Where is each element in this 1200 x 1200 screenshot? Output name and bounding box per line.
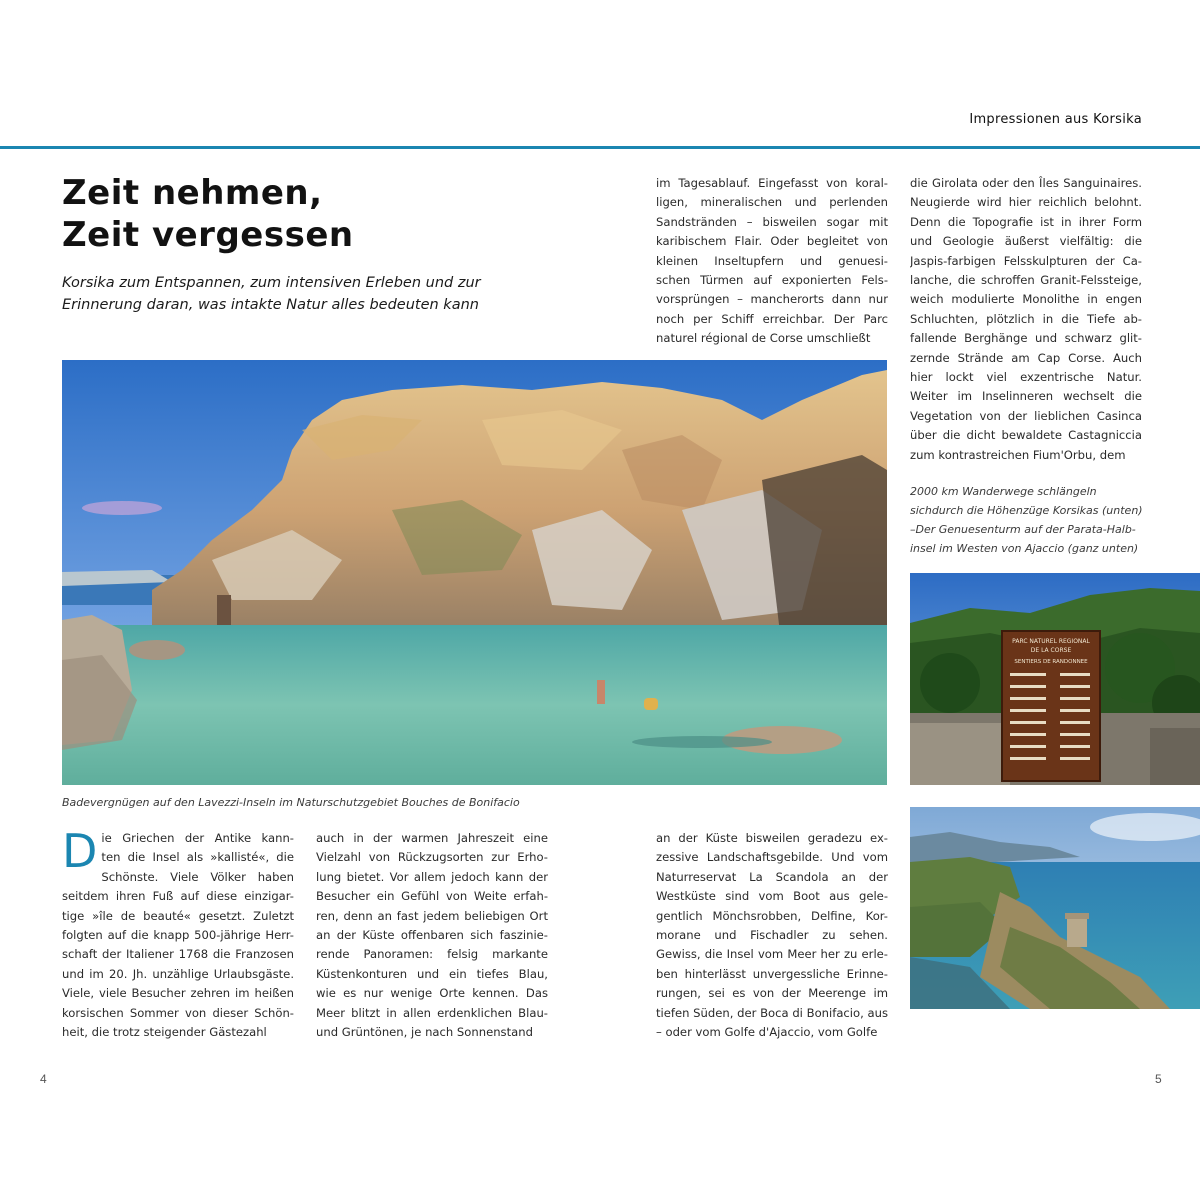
- text-line: schen Türmen auf exponierten Fels-: [656, 273, 888, 288]
- text-line: morane und Fischadler zu sehen.: [656, 928, 888, 943]
- text-line: an der Küste bisweilen geradezu ex-: [656, 831, 888, 845]
- text-line: Gewiss, die Insel vom Meer her zu erle-: [656, 947, 888, 962]
- side-photos-caption: [910, 482, 1145, 558]
- running-head: Impressionen aus Korsika: [969, 112, 1142, 127]
- text-line: Weiter im Inselinneren wechselt die: [910, 389, 1142, 404]
- text-line: und im 20. Jh. unzählige Urlaubsgäste.: [62, 966, 294, 981]
- text-line: folgten auf die knapp 500-jährige Herr-: [62, 928, 294, 943]
- header-rule: [0, 146, 1200, 149]
- text-column-top-b: [910, 174, 1142, 465]
- text-line: über die dicht bewaldete Castagniccia: [910, 428, 1142, 443]
- text-line: zum kontrastreichen Fium'Orbu, dem: [910, 447, 1126, 462]
- text-line: karibischem Flair. Oder begleitet von: [656, 234, 888, 249]
- text-line: an der Küste offenbaren sich faszinie-: [316, 928, 548, 943]
- text-line: Vielzahl von Rückzugsorten zur Erho-: [316, 850, 548, 865]
- text-line: tige »île de beauté« gesetzt. Zuletzt: [62, 908, 294, 923]
- lavezzi-islands-photo: [62, 360, 887, 785]
- text-column-bottom-1: [62, 824, 294, 1042]
- text-line: gentlich Mönchsrobben, Delfine, Kor-: [656, 908, 888, 923]
- text-column-bottom-2: [316, 829, 548, 1042]
- text-line: weich modulierte Monolithe in engen: [910, 292, 1142, 307]
- text-line: korsischen Sommer von dieser Schön-: [62, 1005, 294, 1020]
- text-line: 2000 km Wanderwege schlängeln sich: [910, 485, 1097, 517]
- text-line: Naturreservat La Scandola an der: [656, 869, 888, 884]
- text-line: heit, die trotz steigender Gästezahl: [62, 1025, 267, 1040]
- text-line: Vegetation von der lieblichen Casinca: [910, 408, 1142, 423]
- text-line: Der Genuesenturm auf der Parata-Halb-: [915, 523, 1136, 536]
- text-line: zessive Landschaftsgebilde. Und vom: [656, 850, 888, 865]
- text-line: schaft der Italiener 1768 die Franzosen: [62, 947, 294, 962]
- text-line: insel im Westen von Ajaccio (ganz unten): [910, 542, 1139, 555]
- page-headline: [62, 172, 582, 256]
- text-line: vorsprüngen – mancherorts dann nur: [656, 292, 888, 307]
- main-photo-caption: Badevergnügen auf den Lavezzi-Inseln im Naturschutzgebiet Bouches de Bonifacio: [62, 796, 520, 809]
- text-line: Schluchten, plötzlich in die Tiefe ab-: [910, 311, 1142, 326]
- text-line: zernde Strände am Cap Corse. Auch: [910, 350, 1142, 365]
- text-line: Denn die Topografie ist in ihrer Form: [910, 214, 1142, 229]
- text-line: im Tagesablauf. Eingefasst von koral-: [656, 176, 888, 190]
- text-line: ligen, mineralischen und perlenden: [656, 195, 888, 210]
- sign-text-line: PARC NATUREL REGIONAL: [1012, 638, 1090, 645]
- text-line: Viele, viele Besucher zehren im heißen: [62, 986, 294, 1001]
- text-line: lanche, die schroffen Granit-Felssteige,: [910, 273, 1142, 288]
- text-line: durch die Höhenzüge Korsikas (unten) –: [910, 504, 1143, 536]
- text-line: rungen, sei es von der Meerenge im: [656, 986, 888, 1001]
- text-line: kleinen Inseltupfern und genuesi-: [656, 253, 888, 268]
- standfirst-line: Korsika zum Entspannen, zum intensiven Erleben und zur: [62, 275, 481, 291]
- standfirst: [62, 272, 602, 316]
- drop-cap: D: [62, 824, 98, 878]
- text-line: naturel régional de Corse umschließt: [656, 331, 871, 346]
- text-line: – oder vom Golfe d'Ajaccio, vom Golfe: [656, 1025, 878, 1040]
- text-line: ren, denn an fast jedem beliebigen Ort: [316, 908, 548, 923]
- text-line: und Grüntönen, je nach Sonnenstand: [316, 1025, 533, 1040]
- page-number-right: 5: [1155, 1072, 1162, 1086]
- text-line: ten die Insel als »kallisté«, die: [101, 850, 294, 865]
- text-line: ie Griechen der Antike kann-: [101, 831, 294, 845]
- text-line: Jaspis-farbigen Felsskulpturen der Ca-: [910, 253, 1142, 268]
- sign-text-line: SENTIERS DE RANDONNEE: [1014, 659, 1088, 665]
- text-line: Neugierde wird hier reichlich belohnt.: [910, 195, 1142, 210]
- text-column-top-a: [656, 174, 888, 349]
- text-line: hier lockt viel exzentrische Natur.: [910, 370, 1142, 385]
- text-line: rende Panoramen: felsig markante: [316, 947, 548, 962]
- text-line: die Girolata oder den Îles Sanguinaires.: [910, 176, 1142, 190]
- text-line: Sandstränden – bisweilen sogar mit: [656, 214, 888, 229]
- genoese-tower-photo: [910, 807, 1200, 1009]
- sign-text-line: DE LA CORSE: [1030, 647, 1072, 654]
- text-line: seitdem ihren Fuß auf diese einzigar-: [62, 889, 294, 904]
- text-line: lung bietet. Vor allem jedoch kann der: [316, 869, 548, 884]
- text-line: fallende Berghänge und schwarz glit-: [910, 331, 1142, 346]
- standfirst-line: Erinnerung daran, was intakte Natur alles bedeuten kann: [62, 297, 479, 313]
- text-line: Westküste sind vom Boot aus gele-: [656, 889, 888, 904]
- text-line: Küstenkonturen und ein tiefes Blau,: [316, 966, 548, 981]
- text-line: Meer blitzt in allen erdenklichen Blau-: [316, 1005, 548, 1020]
- text-line: Besucher ein Gefühl von Weite erfah-: [316, 889, 548, 904]
- headline-line: Zeit nehmen,: [62, 173, 323, 213]
- page-number-left: 4: [40, 1072, 47, 1086]
- text-line: und Geologie äußerst vielfältig: die: [910, 234, 1142, 249]
- text-line: wie es nur wenige Orte kennen. Das: [316, 986, 548, 1001]
- text-line: Schönste. Viele Völker haben: [101, 869, 294, 884]
- text-line: noch per Schiff erreichbar. Der Parc: [656, 311, 888, 326]
- hiking-sign-photo: [910, 573, 1200, 785]
- text-column-bottom-3: [656, 829, 888, 1042]
- text-line: auch in der warmen Jahreszeit eine: [316, 831, 548, 845]
- text-line: ben hinterlässt unvergessliche Erinne-: [656, 966, 888, 981]
- headline-line: Zeit vergessen: [62, 215, 354, 255]
- text-line: tiefen Süden, der Boca di Bonifacio, aus: [656, 1005, 888, 1020]
